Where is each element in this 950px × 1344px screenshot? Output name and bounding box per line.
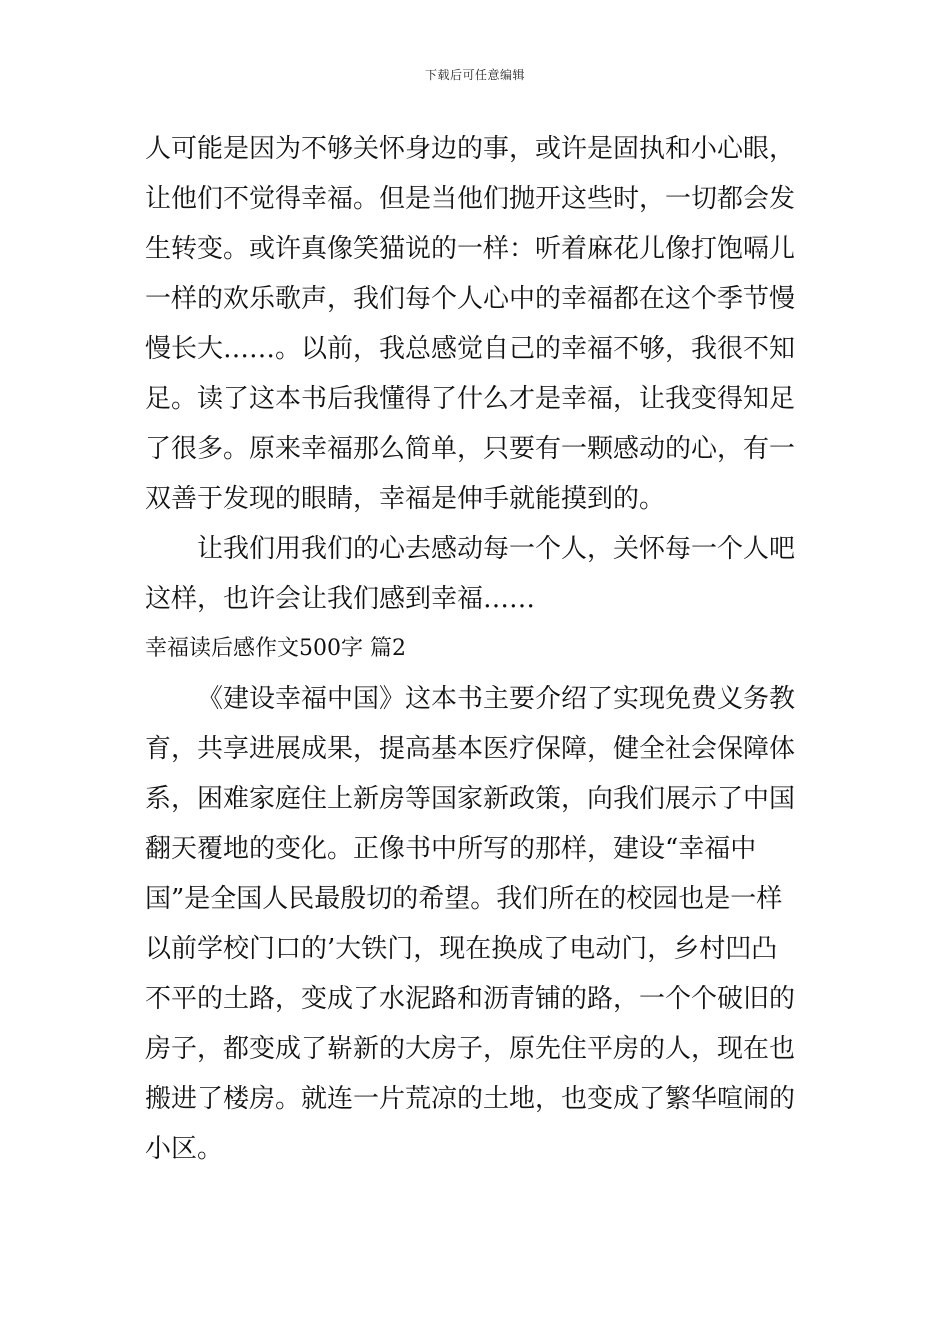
paragraph-line: 一样的欢乐歌声，我们每个人心中的幸福都在这个季节慢	[145, 284, 796, 314]
paragraph-1	[145, 124, 813, 524]
paragraph-line: 以前学校门口的’大铁门，现在换成了电动门，乡村凹凸	[145, 934, 778, 964]
paragraph-line: 房子，都变成了崭新的大房子，原先住平房的人，现在也	[145, 1034, 796, 1064]
paragraph-line: 这样，也许会让我们感到幸福……	[145, 584, 536, 614]
paragraph-line: 不平的土路，变成了水泥路和沥青铺的路，一个个破旧的	[145, 984, 796, 1014]
document-body	[145, 124, 813, 1174]
paragraph-line: 让他们不觉得幸福。但是当他们抛开这些时，一切都会发	[145, 184, 796, 214]
paragraph-line: 足。读了这本书后我懂得了什么才是幸福，让我变得知足	[145, 384, 796, 414]
paragraph-2	[145, 524, 813, 624]
paragraph-line: 慢长大……。以前，我总感觉自己的幸福不够，我很不知	[145, 334, 796, 364]
paragraph-line: 搬进了楼房。就连一片荒凉的土地，也变成了繁华喧闹的	[145, 1084, 796, 1114]
paragraph-line: 翻天覆地的变化。正像书中所写的那样，建设“幸福中	[145, 834, 757, 864]
page-header-note: 下载后可任意编辑	[424, 68, 525, 82]
paragraph-line: 人可能是因为不够关怀身边的事，或许是固执和小心眼，	[145, 134, 796, 164]
paragraph-3	[145, 674, 813, 1174]
section-heading: 幸福读后感作文500字 篇2	[145, 636, 406, 661]
paragraph-line: 让我们用我们的心去感动每一个人，关怀每一个人吧	[197, 534, 796, 564]
paragraph-line: 了很多。原来幸福那么简单，只要有一颗感动的心，有一	[145, 434, 796, 464]
paragraph-line: 育，共享进展成果，提高基本医疗保障，健全社会保障体	[145, 734, 796, 764]
paragraph-line: 双善于发现的眼睛，幸福是伸手就能摸到的。	[145, 484, 666, 514]
paragraph-line: 生转变。或许真像笑猫说的一样：听着麻花儿像打饱嗝儿	[145, 234, 796, 264]
paragraph-line: 系，困难家庭住上新房等国家新政策，向我们展示了中国	[145, 784, 796, 814]
paragraph-line: 国”是全国人民最殷切的希望。我们所在的校园也是一样	[145, 884, 783, 914]
paragraph-line: 小区。	[145, 1134, 224, 1164]
paragraph-line: 《建设幸福中国》这本书主要介绍了实现免费义务教	[197, 684, 796, 714]
